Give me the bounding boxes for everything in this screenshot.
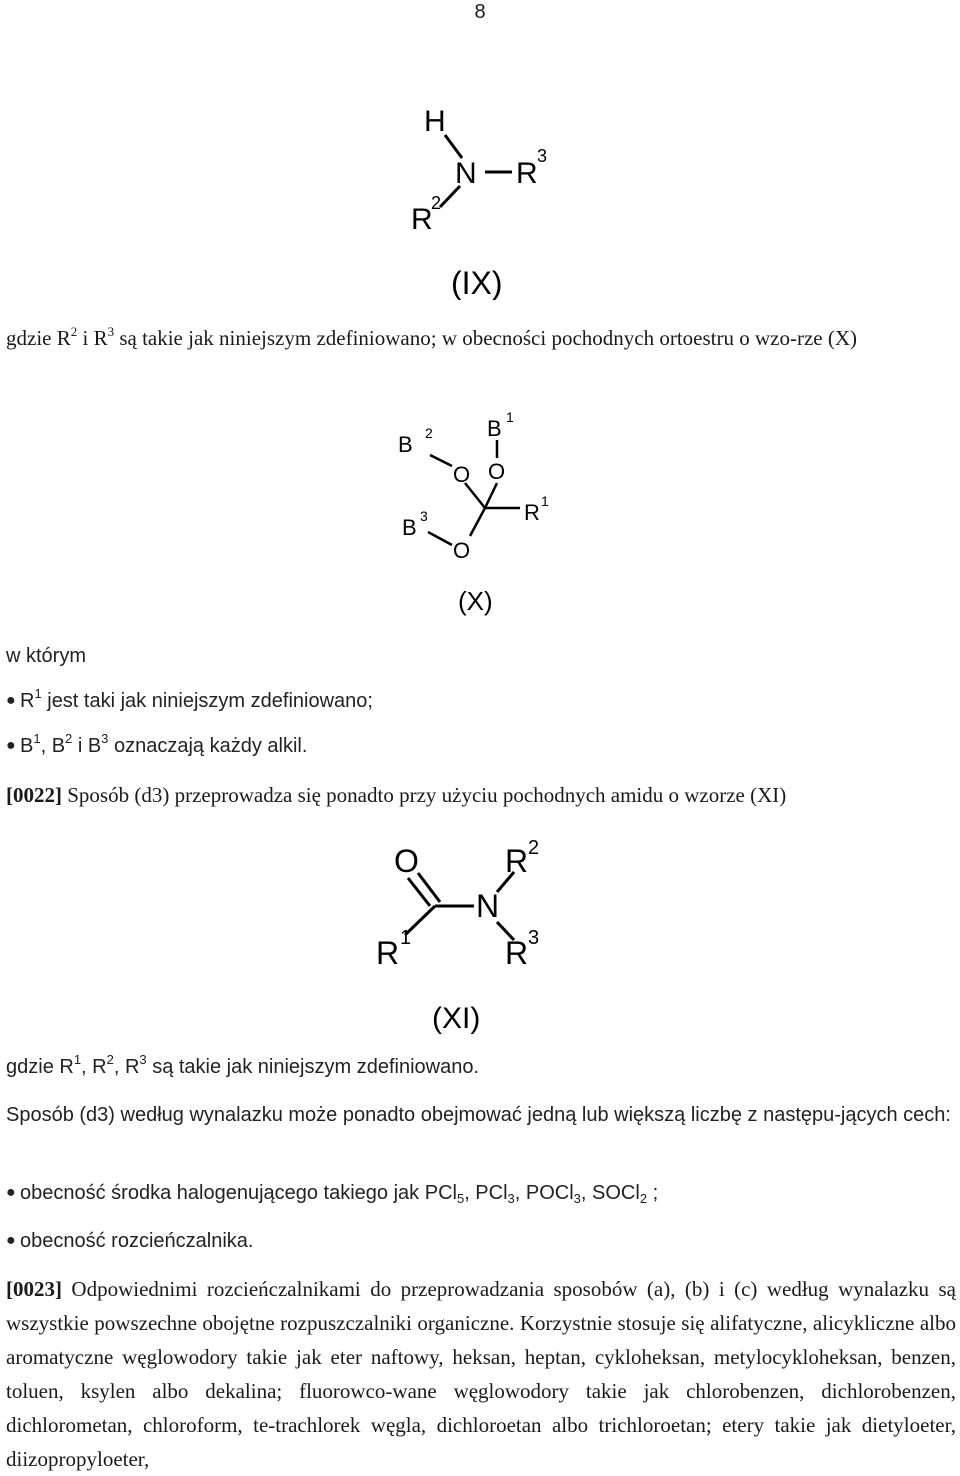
atom-r1: R (376, 935, 400, 971)
sup-r1: 1 (400, 927, 412, 949)
sup-r3: 3 (528, 927, 540, 949)
atom-h: H (424, 105, 446, 138)
atom-b1: B (487, 416, 502, 441)
bullet-r1: ● $R^1$ jest taki jak niniejszym zdefiniowano; (6, 686, 373, 712)
bullet-halogen: ● obecność środka halogenującego takiego jak PCl$_5$, PCl$_3$, POCl$_3$, SOCl$_2$ ; (6, 1182, 659, 1206)
atom-r2: R (411, 203, 433, 236)
bullet-b: ● $B^1$, $B^2$ i $B^3$ oznaczają każdy alkil. (6, 731, 308, 757)
atom-r3: R (516, 157, 538, 190)
atom-n: N (476, 888, 500, 924)
atom-r2: R (505, 843, 529, 879)
paragraph-gdzie-r1-r2-r3: gdzie $R^1$, $R^2$, $R^3$ są takie jak niniejszym zdefiniowano. (6, 1052, 480, 1078)
atom-b2: B (398, 432, 413, 457)
sup-b2: 2 (425, 425, 433, 441)
atom-o-right: O (488, 459, 506, 484)
bullet-icon: ● (6, 1232, 16, 1249)
paragraph-0022: [0022] Sposób (d3) przeprowadza się ponadto przy użyciu pochodnych amidu o wzorze (XI) (6, 783, 787, 807)
atom-o-left: O (453, 462, 471, 487)
bullet-icon: ● (6, 1184, 16, 1201)
atom-o-bottom: O (453, 538, 471, 563)
bullet-icon: ● (6, 692, 16, 709)
bullet-icon: ● (6, 737, 16, 754)
formula-xi (0, 840, 960, 1040)
atom-o: O (394, 843, 419, 879)
page-number: 8 (474, 1, 486, 23)
atom-n: N (455, 157, 477, 190)
sup-b1: 1 (506, 409, 514, 425)
formula-label-x: (X) (458, 586, 493, 616)
bullet-diluent: ● obecność rozcieńczalnika. (6, 1230, 254, 1252)
paragraph-sposob: Sposób (d3) według wynalazku może ponadto obejmować jedną lub większą liczbę z następu-jących cech: (6, 1104, 951, 1126)
paragraph-gdzie-r2-r3: gdzie $R^2$ i $R^3$ są takie jak niniejszym zdefiniowano; w obecności pochodnych ortoestru o wzo-rze (X) (6, 324, 858, 350)
sup-b3: 3 (420, 508, 428, 524)
atom-r3: R (505, 935, 529, 971)
atom-r1: R (524, 500, 540, 525)
sup-r2: 2 (528, 840, 540, 859)
sup-r1: 1 (541, 493, 549, 509)
formula-label-xi: (XI) (432, 1002, 481, 1035)
text-w-ktorym: w którym (6, 645, 86, 667)
sup-3: 3 (537, 146, 548, 166)
formula-x (0, 400, 960, 630)
sup-2: 2 (431, 193, 442, 213)
formula-ix (0, 0, 960, 300)
atom-b3: B (402, 515, 417, 540)
paragraph-0023: [0023] Odpowiednimi rozcieńczalnikami do przeprowadzania sposobów (a), (b) i (c) według wynalazku są wszystkie powszechne obojętne rozpuszczalniki organiczne. Korzystnie stosuje się alifatyczne, alicykliczne albo aromatyczne węglowodory takie jak eter naftowy, heksan, heptan, cykloheksan, metylocykloheksan, benzen, toluen, ksylen albo dekalina; fluorowco-wane węglowodory takie jak chlorobenzen, dichlorobenzen, dichlorometan, chloroform, te-trachlorek węgla, dichloroetan albo trichloroetan; etery takie jak dietyloeter, diizopropyloeter, (6, 1277, 956, 1471)
formula-label-ix: (IX) (451, 265, 503, 300)
